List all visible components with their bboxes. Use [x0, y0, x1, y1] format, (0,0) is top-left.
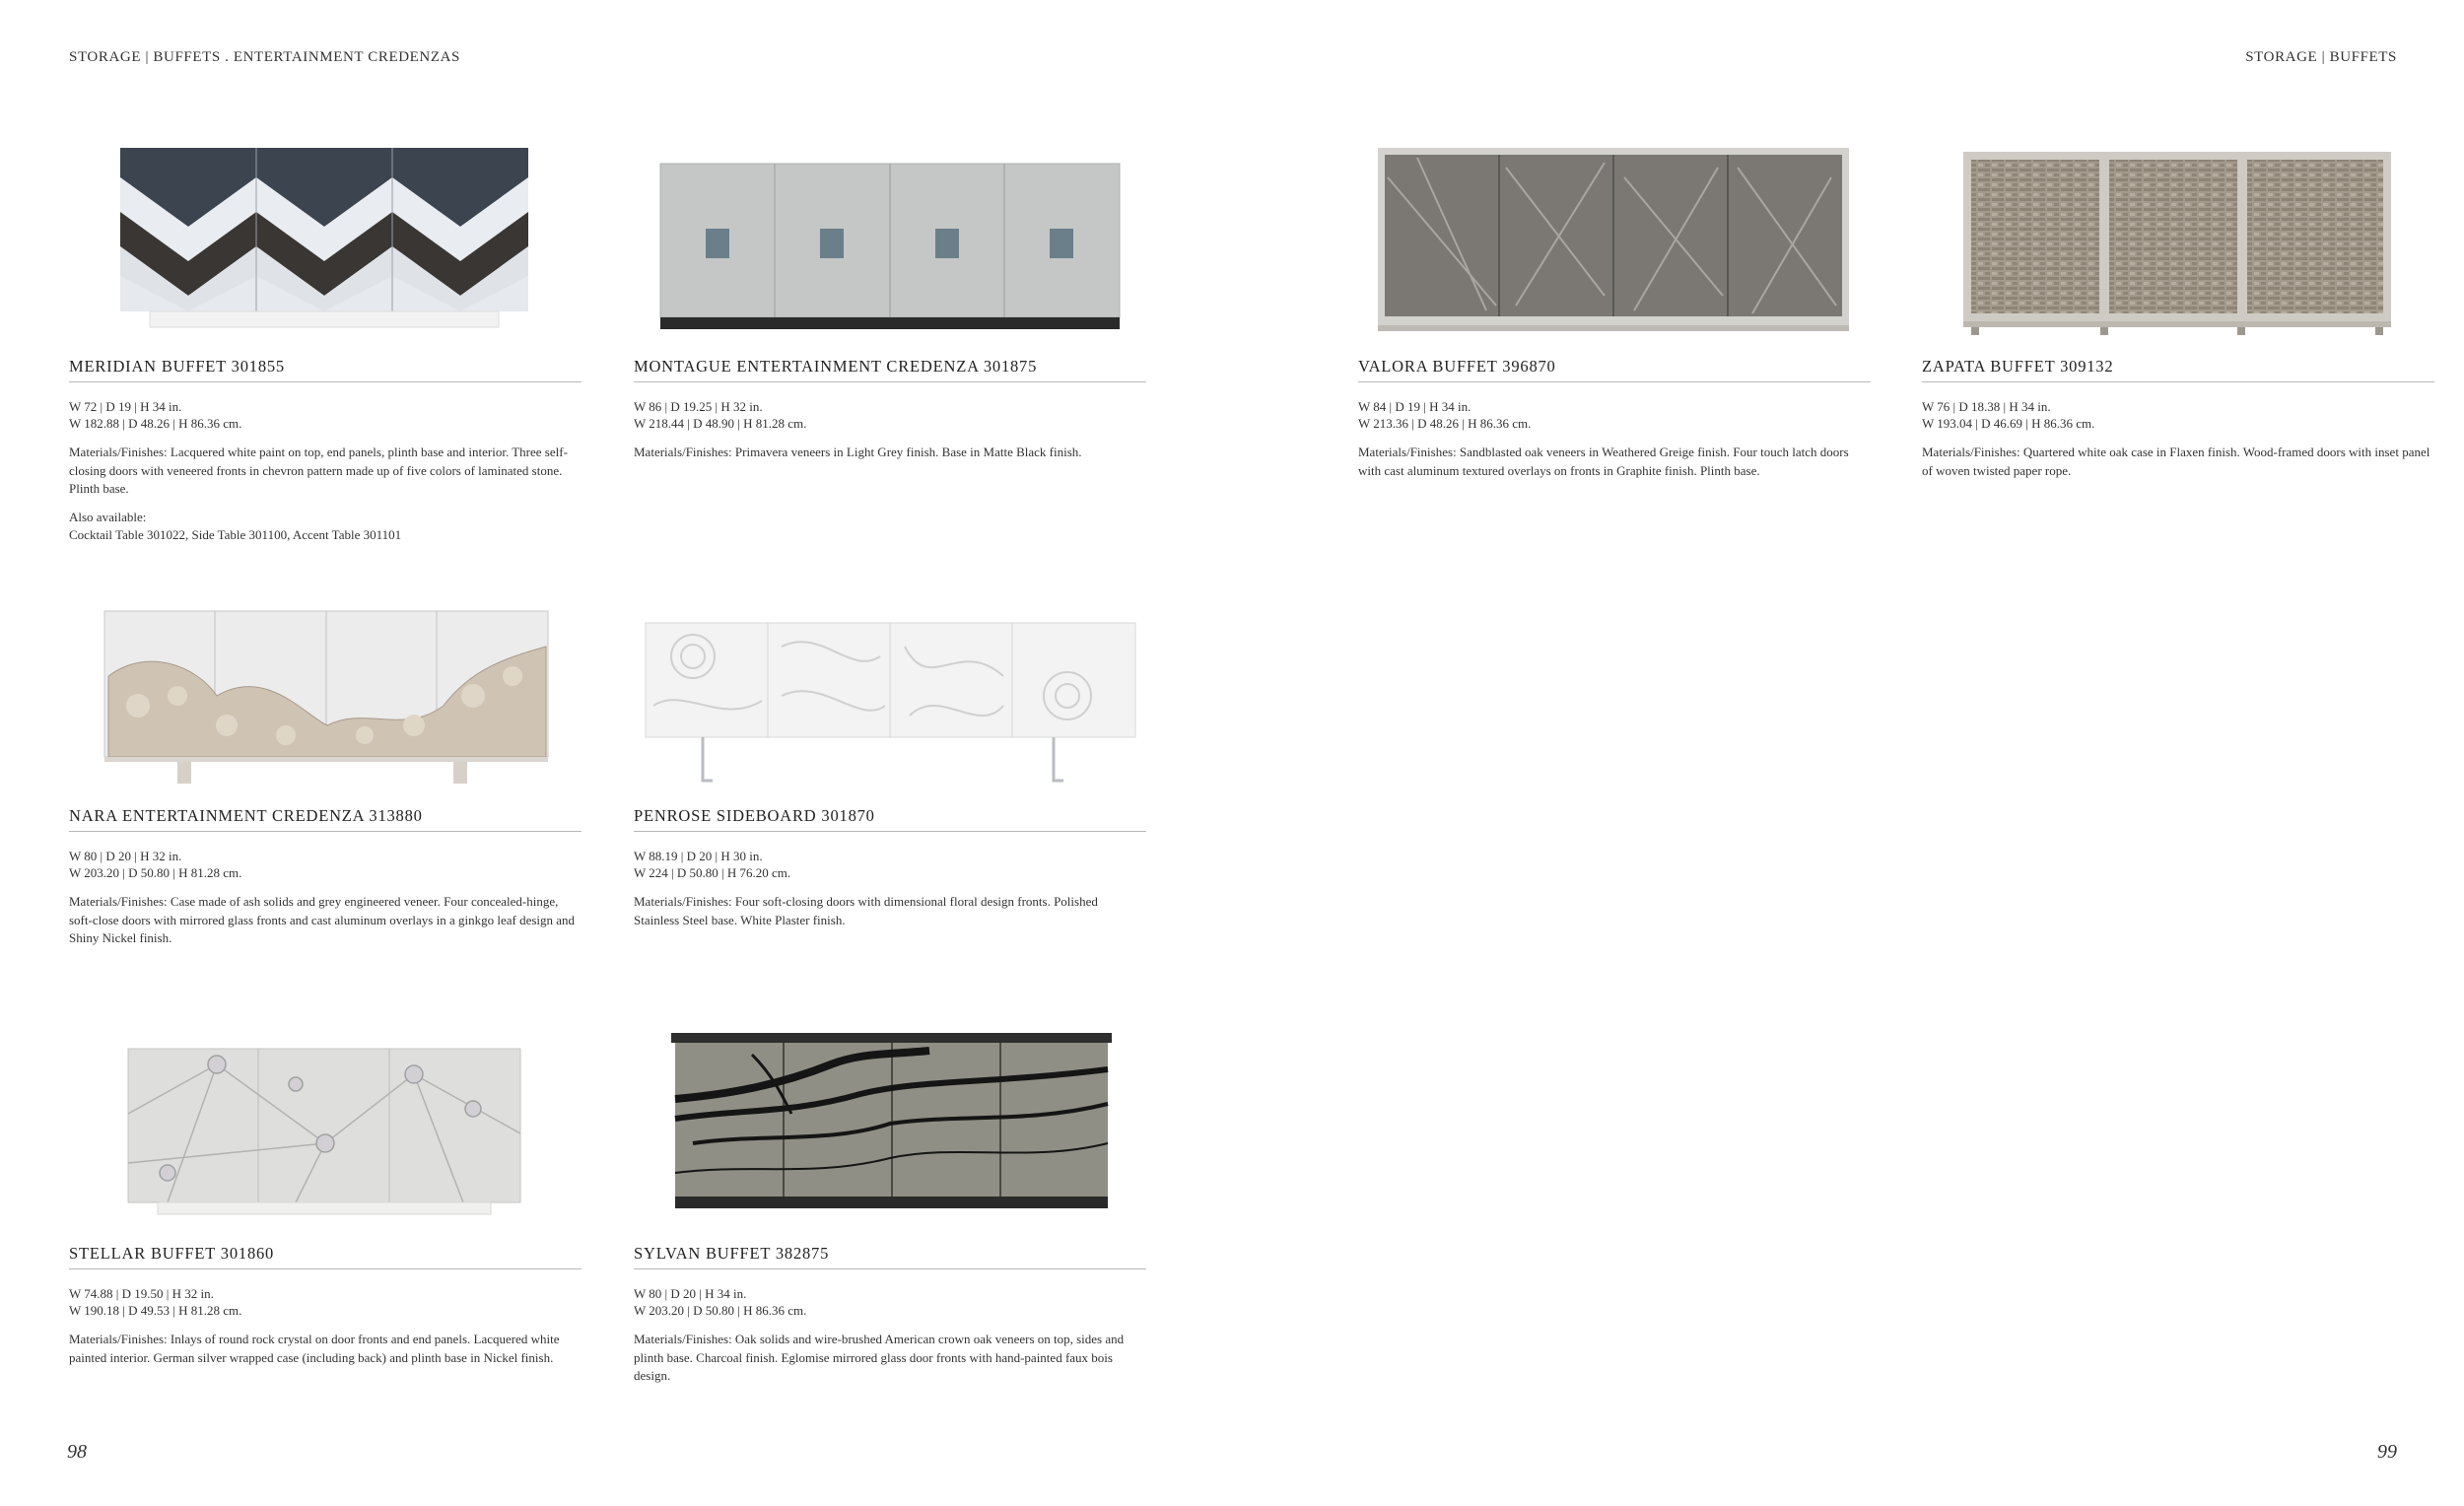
dimensions-cm: W 213.36 | D 48.26 | H 86.36 cm.: [1358, 416, 1532, 431]
dimensions-cm: W 224 | D 50.80 | H 76.20 cm.: [634, 865, 791, 880]
dimensions-inches: W 76 | D 18.38 | H 34 in.: [1922, 399, 2051, 414]
materials-description: Materials/Finishes: Lacquered white paint on top, end panels, plinth base and interior. Three self-closing doors with veneered fronts in chevron pattern made up of five colors of laminated stone. Plinth base.: [69, 445, 568, 496]
nara-credenza-image: [69, 587, 582, 785]
product-montague: [634, 138, 1146, 462]
meridian-buffet-image: [69, 138, 582, 335]
materials-description: Materials/Finishes: Quartered white oak case in Flaxen finish. Wood-framed doors with inset panel of woven twisted paper rope.: [1922, 445, 2430, 478]
dimensions-inches: W 80 | D 20 | H 32 in.: [69, 849, 182, 863]
product-title: STELLAR BUFFET 301860: [69, 1244, 582, 1269]
product-stellar: [69, 1025, 582, 1367]
page-number-left: 98: [67, 1441, 87, 1463]
dimensions-cm: W 182.88 | D 48.26 | H 86.36 cm.: [69, 416, 242, 431]
dimensions-inches: W 86 | D 19.25 | H 32 in.: [634, 399, 763, 414]
also-available-items: Cocktail Table 301022, Side Table 301100, Accent Table 301101: [69, 527, 402, 542]
materials-description: Materials/Finishes: Inlays of round rock crystal on door fronts and end panels. Lacquered white painted interior. German silver wrapped case (including back) and plinth base in Nickel finish.: [69, 1332, 560, 1365]
dimensions-inches: W 88.19 | D 20 | H 30 in.: [634, 849, 763, 863]
materials-description: Materials/Finishes: Oak solids and wire-brushed American crown oak veneers on top, sides and plinth base. Charcoal finish. Eglomise mirrored glass door fronts with hand-painted faux bois design.: [634, 1332, 1125, 1383]
product-title: ZAPATA BUFFET 309132: [1922, 357, 2434, 382]
dimensions-cm: W 190.18 | D 49.53 | H 81.28 cm.: [69, 1303, 242, 1318]
page-number-right: 99: [2377, 1441, 2397, 1463]
dimensions-cm: W 218.44 | D 48.90 | H 81.28 cm.: [634, 416, 807, 431]
dimensions-inches: W 80 | D 20 | H 34 in.: [634, 1286, 747, 1301]
product-zapata: [1922, 138, 2434, 480]
materials-description: Materials/Finishes: Case made of ash solids and grey engineered veneer. Four concealed-hinge, soft-close doors with mirrored glass fronts and cast aluminum overlays in a ginkgo leaf design and Shiny Nickel finish.: [69, 894, 576, 945]
montague-credenza-image: [634, 138, 1146, 335]
sylvan-buffet-image: [634, 1025, 1146, 1222]
product-title: PENROSE SIDEBOARD 301870: [634, 806, 1146, 832]
product-title: NARA ENTERTAINMENT CREDENZA 313880: [69, 806, 582, 832]
materials-description: Materials/Finishes: Sandblasted oak veneers in Weathered Greige finish. Four touch latch doors with cast aluminum textured overlays on fronts in Graphite finish. Plinth base.: [1358, 445, 1849, 478]
dimensions-inches: W 72 | D 19 | H 34 in.: [69, 399, 182, 414]
valora-buffet-image: [1358, 138, 1871, 335]
product-title: SYLVAN BUFFET 382875: [634, 1244, 1146, 1269]
section-header-right: STORAGE | BUFFETS: [2245, 49, 2397, 65]
stellar-buffet-image: [69, 1025, 582, 1222]
dimensions-cm: W 203.20 | D 50.80 | H 81.28 cm.: [69, 865, 242, 880]
materials-description: Materials/Finishes: Primavera veneers in Light Grey finish. Base in Matte Black finish.: [634, 445, 1082, 459]
penrose-sideboard-image: [634, 587, 1146, 785]
product-penrose: [634, 587, 1146, 929]
product-title: MERIDIAN BUFFET 301855: [69, 357, 582, 382]
dimensions-inches: W 74.88 | D 19.50 | H 32 in.: [69, 1286, 214, 1301]
product-nara: [69, 587, 582, 948]
product-title: VALORA BUFFET 396870: [1358, 357, 1871, 382]
product-valora: [1358, 138, 1871, 480]
materials-description: Materials/Finishes: Four soft-closing doors with dimensional floral design fronts. Polished Stainless Steel base. White Plaster finish.: [634, 894, 1098, 927]
dimensions-cm: W 203.20 | D 50.80 | H 86.36 cm.: [634, 1303, 807, 1318]
zapata-buffet-image: [1922, 138, 2434, 335]
dimensions-inches: W 84 | D 19 | H 34 in.: [1358, 399, 1472, 414]
section-header-left: STORAGE | BUFFETS . ENTERTAINMENT CREDENZAS: [69, 49, 460, 65]
dimensions-cm: W 193.04 | D 46.69 | H 86.36 cm.: [1922, 416, 2095, 431]
product-meridian: [69, 138, 582, 545]
product-title: MONTAGUE ENTERTAINMENT CREDENZA 301875: [634, 357, 1146, 382]
product-sylvan: [634, 1025, 1146, 1386]
also-available-label: Also available:: [69, 509, 147, 524]
